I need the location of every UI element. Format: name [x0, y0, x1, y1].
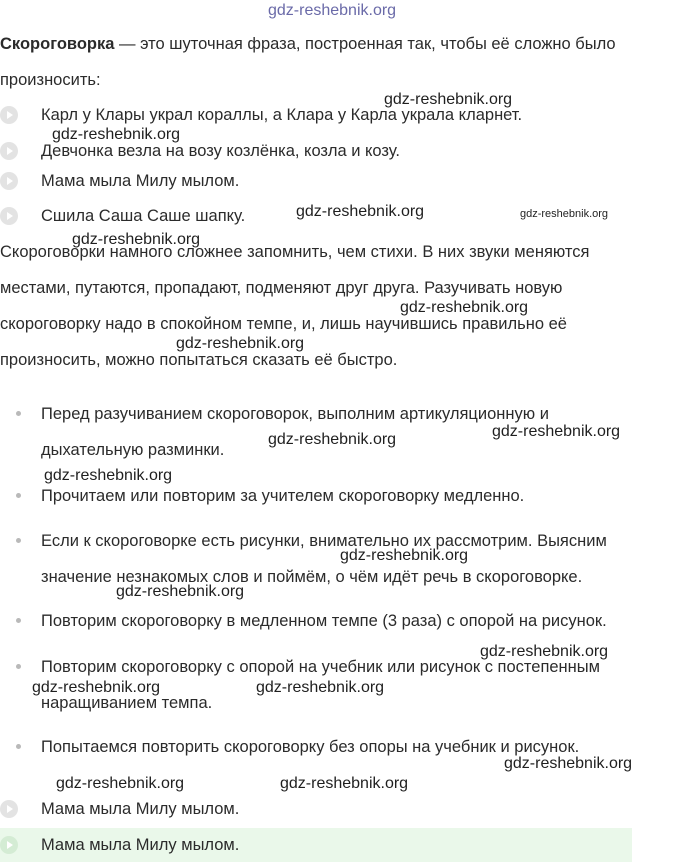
- play-icon[interactable]: [0, 207, 18, 225]
- watermark: gdz-reshebnik.org: [504, 755, 633, 772]
- definition-line-2: произносить:: [0, 71, 101, 89]
- definition-term: Скороговорка: [0, 35, 115, 53]
- step-text: значение незнакомых слов и поймём, о чём идёт речь в скороговорке.: [41, 568, 583, 586]
- watermark: gdz-reshebnik.org: [400, 299, 529, 316]
- paragraph-line: скороговорку надо в спокойном темпе, и, лишь научившись правильно её: [0, 315, 567, 333]
- list-bullet: [16, 538, 21, 543]
- watermark: gdz-reshebnik.org: [268, 431, 397, 448]
- example-text: Мама мыла Милу мылом.: [41, 171, 240, 190]
- watermark: gdz-reshebnik.org: [116, 583, 245, 600]
- list-bullet: [16, 664, 21, 669]
- list-bullet: [16, 618, 21, 623]
- watermark: gdz-reshebnik.org: [268, 2, 397, 19]
- watermark: gdz-reshebnik.org: [32, 679, 161, 696]
- play-icon[interactable]: [0, 142, 18, 160]
- watermark: gdz-reshebnik.org: [176, 335, 305, 352]
- example-row[interactable]: [0, 169, 600, 193]
- play-icon[interactable]: [0, 106, 18, 124]
- list-bullet: [16, 411, 21, 416]
- watermark: gdz-reshebnik.org: [52, 126, 181, 143]
- play-icon[interactable]: [0, 172, 18, 190]
- definition-text: — это шуточная фраза, построенная так, чтобы её сложно было: [114, 35, 616, 53]
- step-text: дыхательную разминки.: [41, 441, 225, 459]
- step-text: Прочитаем или повторим за учителем скороговорку медленно.: [41, 487, 525, 505]
- final-example-text: Мама мыла Милу мылом.: [41, 835, 240, 854]
- example-text: Сшила Саша Саше шапку.: [41, 206, 246, 225]
- play-icon[interactable]: [0, 800, 18, 818]
- watermark: gdz-reshebnik.org: [56, 775, 185, 792]
- watermark: gdz-reshebnik.org: [256, 679, 385, 696]
- watermark: gdz-reshebnik.org: [480, 643, 609, 660]
- step-text: Повторим скороговорку в медленном темпе (3 раза) с опорой на рисунок.: [41, 612, 607, 630]
- watermark: gdz-reshebnik.org: [520, 208, 609, 220]
- step-text: Перед разучиванием скороговорок, выполним артикуляционную и: [41, 405, 549, 423]
- watermark: gdz-reshebnik.org: [44, 467, 173, 484]
- play-icon[interactable]: [0, 836, 18, 854]
- example-text: Девчонка везла на возу козлёнка, козла и козу.: [41, 141, 400, 160]
- example-text: Карл у Клары украл кораллы, а Клара у Карла украла кларнет.: [41, 105, 523, 124]
- step-text: Попытаемся повторить скороговорку без опоры на учебник и рисунок.: [41, 738, 580, 756]
- final-example-row-highlighted[interactable]: [0, 833, 600, 857]
- watermark: gdz-reshebnik.org: [296, 203, 425, 220]
- paragraph-line: местами, путаются, пропадают, подменяют друг друга. Разучивать новую: [0, 279, 563, 297]
- watermark: gdz-reshebnik.org: [72, 231, 201, 248]
- paragraph-line: произносить, можно попытаться сказать её быстро.: [0, 351, 398, 369]
- watermark: gdz-reshebnik.org: [492, 423, 621, 440]
- list-bullet: [16, 744, 21, 749]
- paragraph-line: Скороговорки намного сложнее запомнить, чем стихи. В них звуки меняются: [0, 243, 590, 261]
- step-text: наращиванием темпа.: [41, 694, 213, 712]
- list-bullet: [16, 493, 21, 498]
- final-example-text: Мама мыла Милу мылом.: [41, 799, 240, 818]
- final-example-row[interactable]: [0, 797, 600, 821]
- step-text: Повторим скороговорку с опорой на учебник или рисунок с постепенным: [41, 658, 600, 676]
- watermark: gdz-reshebnik.org: [340, 547, 469, 564]
- watermark: gdz-reshebnik.org: [384, 91, 513, 108]
- definition-line-1: [0, 34, 616, 54]
- step-text: Если к скороговорке есть рисунки, внимательно их рассмотрим. Выясним: [41, 532, 607, 550]
- watermark: gdz-reshebnik.org: [280, 775, 409, 792]
